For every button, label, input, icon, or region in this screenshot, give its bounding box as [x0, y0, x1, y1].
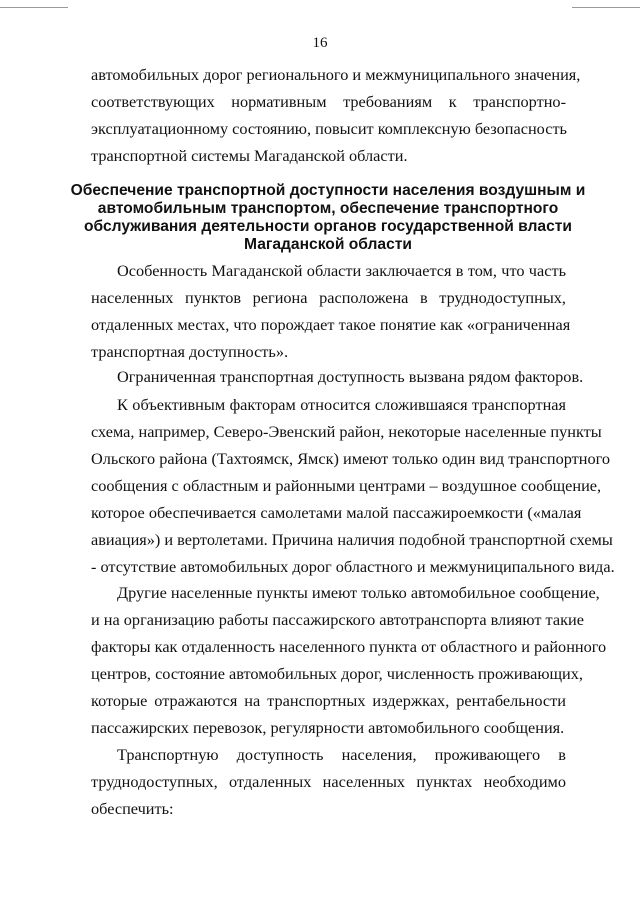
text-line: обеспечить:: [91, 799, 174, 818]
text-line: сообщения с областным и районными центрами – воздушное сообщение,: [91, 476, 602, 495]
text-line: Другие населенные пункты имеют только автомобильное сообщение,: [117, 583, 600, 602]
scan-edge-mark-right: [572, 7, 640, 8]
text-line: транспортной системы Магаданской области.: [91, 146, 408, 165]
heading-line: обслуживания деятельности органов государственной власти: [84, 218, 572, 235]
text-line: которые отражаются на транспортных издержках, рентабельности: [91, 691, 566, 710]
text-line: факторы как отдаленность населенного пункта от областного и районного: [91, 637, 607, 656]
text-line: и на организацию работы пассажирского автотранспорта влияют такие: [91, 610, 584, 629]
page-number: 16: [312, 35, 328, 51]
text-line: транспортная доступность».: [91, 342, 289, 361]
heading-line: Магаданской области: [244, 236, 412, 253]
scan-edge-mark-left: [0, 7, 68, 8]
text-line: отдаленных местах, что порождает такое понятие как «ограниченная: [91, 315, 571, 334]
text-line: Ольского района (Тахтоямск, Ямск) имеют только один вид транспортного: [91, 449, 611, 468]
text-line: населенных пунктов региона расположена в труднодоступных,: [91, 288, 566, 307]
text-line: Транспортную доступность населения, проживающего в: [117, 745, 566, 764]
text-line: автомобильных дорог регионального и межмуниципального значения,: [91, 65, 581, 84]
text-line: соответствующих нормативным требованиям к транспортно-: [91, 92, 566, 111]
heading-line: Обеспечение транспортной доступности населения воздушным и: [70, 182, 586, 199]
text-line: К объективным факторам относится сложившаяся транспортная: [117, 395, 566, 414]
text-line: Ограниченная транспортная доступность вызвана рядом факторов.: [117, 367, 584, 386]
text-line: центров, состояние автомобильных дорог, численность проживающих,: [91, 664, 583, 683]
text-line: авиация») и вертолетами. Причина наличия подобной транспортной схемы: [91, 530, 613, 549]
heading-line: автомобильным транспортом, обеспечение транспортного: [97, 200, 559, 217]
text-line: труднодоступных, отдаленных населенных пунктах необходимо: [91, 772, 566, 791]
text-line: схема, например, Северо-Эвенский район, некоторые населенные пункты: [91, 422, 602, 441]
text-line: пассажирских перевозок, регулярности автомобильного сообщения.: [91, 718, 565, 737]
text-line: Особенность Магаданской области заключается в том, что часть: [117, 261, 566, 280]
text-line: - отсутствие автомобильных дорог областного и межмуниципального вида.: [91, 557, 615, 576]
text-line: которое обеспечивается самолетами малой пассажироемкости («малая: [91, 503, 582, 522]
text-line: эксплуатационному состоянию, повысит комплексную безопасность: [91, 119, 567, 138]
